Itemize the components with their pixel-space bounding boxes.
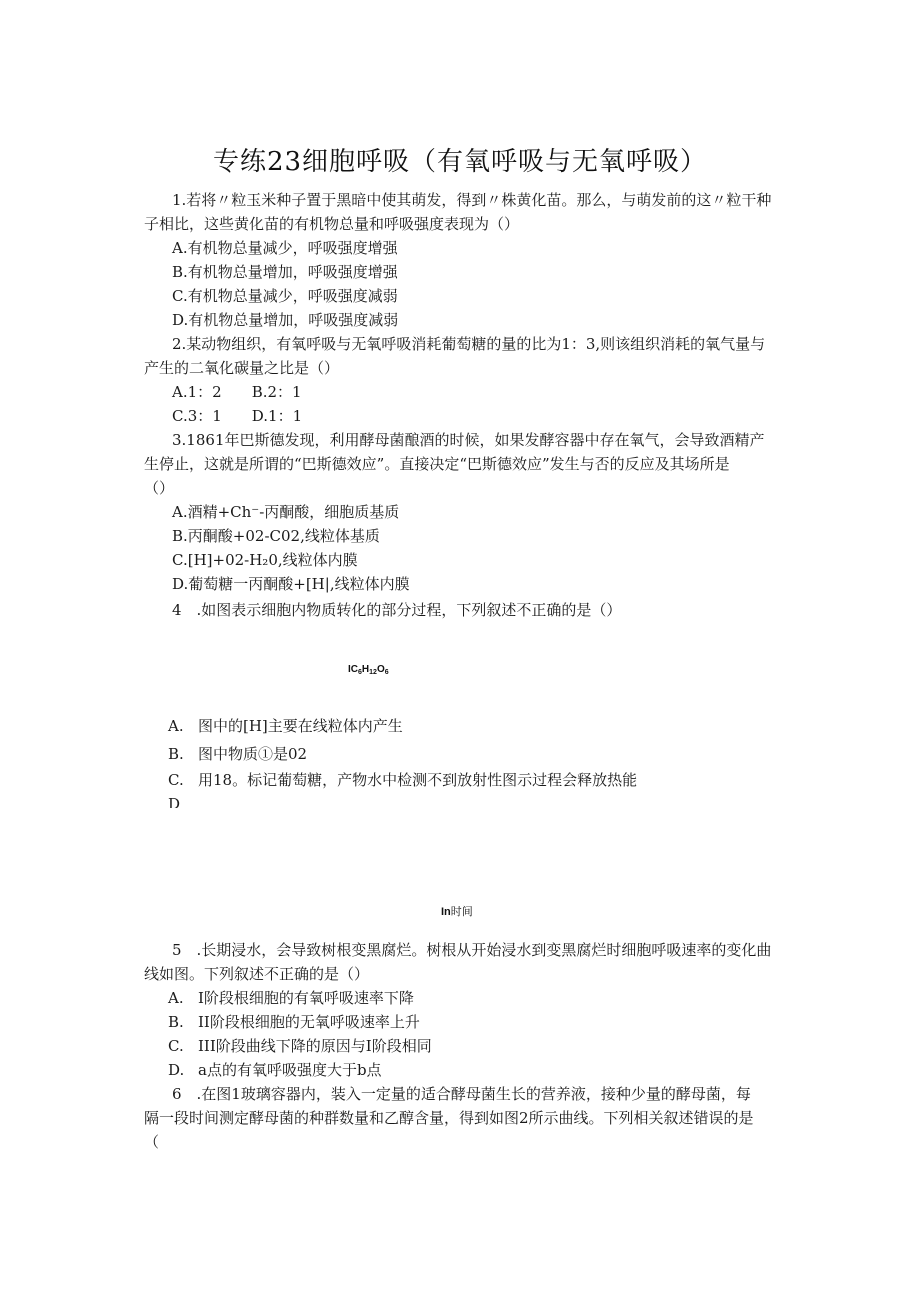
q5-option-d: [168, 1060, 382, 1080]
q3-stem-line2: 生停止，这就是所谓的“巴斯德效应”。直接决定“巴斯德效应”发生与否的反应及其场所是: [144, 455, 730, 473]
option-text: II阶段根细胞的无氧呼吸速率上升: [198, 1013, 420, 1031]
q4-option-c: [168, 770, 637, 790]
formula-o: O: [376, 664, 385, 675]
q1-option-a: A.有机物总量减少，呼吸强度增强: [172, 239, 398, 257]
option-letter: A.: [168, 989, 184, 1007]
axis-prefix: In: [441, 906, 451, 918]
q5-option-a: [168, 988, 414, 1008]
option-text: I阶段根细胞的有氧呼吸速率下降: [198, 989, 414, 1007]
q1-stem-line2: 子相比，这些黄化苗的有机物总量和呼吸强度表现为（）: [144, 215, 520, 233]
formula-sub-o: 6: [384, 669, 389, 676]
q1-stem-line1: 1.若将〃粒玉米种子置于黑暗中使其萌发，得到〃株黄化苗。那么，与萌发前的这〃粒干种: [172, 191, 772, 209]
q6-stem-line3: （: [144, 1133, 160, 1151]
option-text: 用18。标记葡萄糖，产物水中检测不到放射性图示过程会释放热能: [198, 771, 638, 789]
option-text: 图中的[H]主要在线粒体内产生: [198, 717, 403, 735]
q4-figure-formula-label: [348, 664, 389, 679]
q4-stem: 4 .如图表示细胞内物质转化的部分过程，下列叙述不正确的是（）: [172, 601, 622, 619]
option-letter: B.: [168, 745, 184, 763]
q4-option-a: [168, 716, 403, 736]
formula-sub-h: 12: [369, 669, 377, 676]
q3-option-c: C.[H]+02-H₂0,线粒体内膜: [172, 551, 358, 569]
q3-option-a: A.酒精+Ch⁻-丙酮酸，细胞质基质: [172, 503, 400, 521]
q2-stem-line2: 产生的二氧化碳量之比是（）: [144, 359, 340, 377]
q3-option-d: D.葡萄糖一丙酮酸+[H|,线粒体内膜: [172, 575, 410, 593]
option-letter: D: [168, 795, 181, 808]
q5-option-c: [168, 1036, 432, 1056]
q1-option-c: C.有机物总量减少，呼吸强度减弱: [172, 287, 398, 305]
q3-option-b: B.丙酮酸+02-C02,线粒体基质: [172, 527, 380, 545]
q1-option-d: D.有机物总量增加，呼吸强度减弱: [172, 311, 399, 329]
option-letter: C.: [168, 771, 184, 789]
axis-label: 时间: [450, 905, 473, 918]
q2-options-row1: A.1：2 B.2：1: [172, 383, 302, 401]
option-text: 图中物质①是02: [198, 745, 308, 763]
formula-h: H: [361, 664, 370, 675]
q5-option-b: [168, 1012, 420, 1032]
q3-stem-line3: （）: [144, 479, 175, 497]
q6-stem-line1: 6 .在图1玻璃容器内，装入一定量的适合酵母菌生长的营养液，接种少量的酵母菌，每: [172, 1085, 751, 1103]
option-letter: A.: [168, 717, 184, 735]
page-title: 专练23细胞呼吸（有氧呼吸与无氧呼吸）: [212, 147, 708, 177]
q1-option-b: B.有机物总量增加，呼吸强度增强: [172, 263, 398, 281]
formula-sub-c: 6: [358, 669, 362, 676]
formula-prefix: IC: [348, 664, 358, 675]
q5-figure-axis-label: [441, 906, 473, 918]
q4-option-d: [168, 794, 198, 808]
q2-stem-line1: 2.某动物组织，有氧呼吸与无氧呼吸消耗葡萄糖的量的比为1：3,则该组织消耗的氧气量与: [172, 335, 766, 353]
q2-options-row2: C.3：1 D.1：1: [172, 407, 303, 425]
option-letter: C.: [168, 1037, 184, 1055]
q5-stem-line1: 5 .长期浸水，会导致树根变黑腐烂。树根从开始浸水到变黑腐烂时细胞呼吸速率的变化曲: [172, 941, 772, 959]
option-text: a点的有氧呼吸强度大于b点: [198, 1061, 382, 1079]
q4-option-b: [168, 744, 307, 764]
q6-stem-line2: 隔一段时间测定酵母菌的种群数量和乙醇含量，得到如图2所示曲线。下列相关叙述错误的是: [144, 1109, 754, 1127]
q3-stem-line1: 3.1861年巴斯德发现，利用酵母菌酿酒的时候，如果发酵容器中存在氧气，会导致酒精产: [172, 431, 765, 449]
option-text: III阶段曲线下降的原因与I阶段相同: [198, 1037, 432, 1055]
option-letter: D.: [168, 1061, 185, 1079]
option-letter: B.: [168, 1013, 184, 1031]
q5-stem-line2: 线如图。下列叙述不正确的是（）: [144, 965, 370, 983]
